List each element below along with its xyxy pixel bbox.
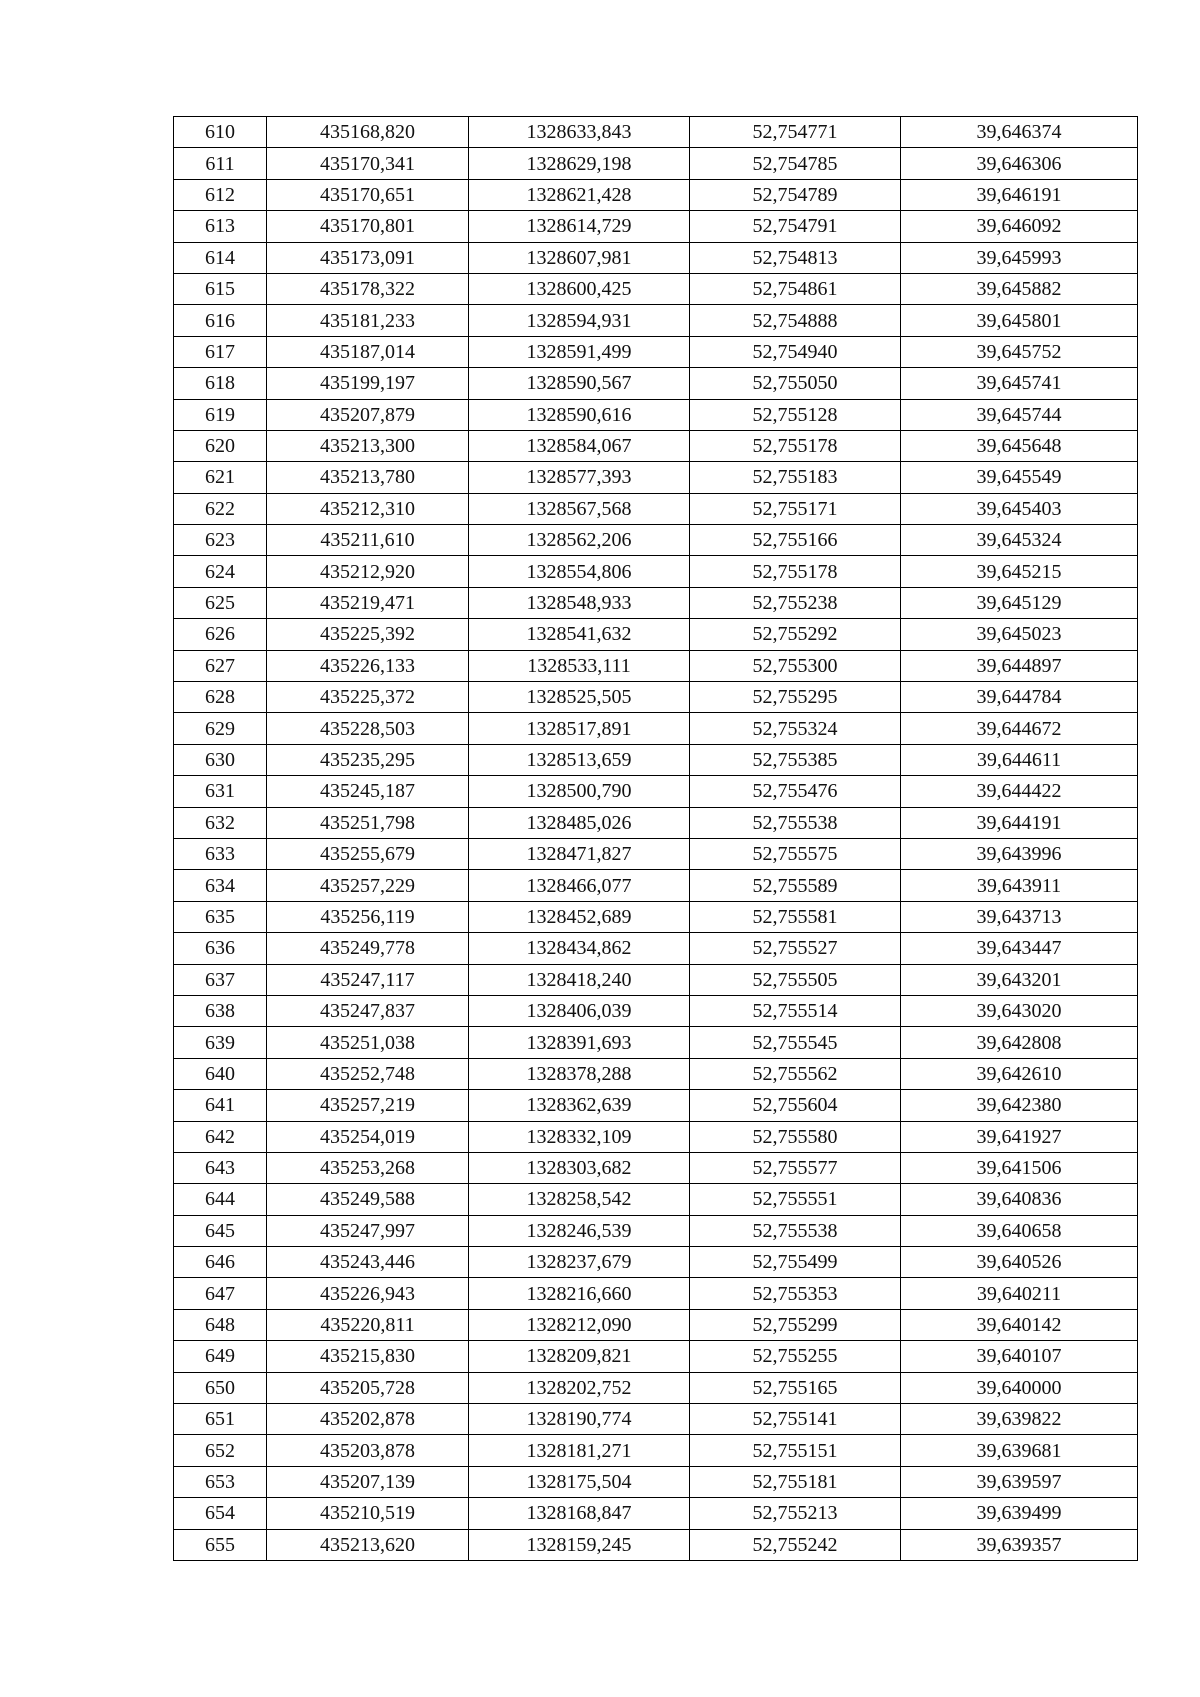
table-row [174,1152,1138,1183]
x-coordinate-cell: 435170,651 [267,179,469,210]
longitude-cell: 39,645403 [901,493,1138,524]
y-coordinate-cell: 1328541,632 [469,619,690,650]
latitude-cell: 52,755545 [690,1027,901,1058]
point-number-cell: 655 [174,1529,267,1560]
x-coordinate-cell: 435247,837 [267,995,469,1026]
x-coordinate-cell: 435225,372 [267,682,469,713]
table-row [174,1121,1138,1152]
table-row [174,901,1138,932]
y-coordinate-cell: 1328513,659 [469,744,690,775]
table-row [174,556,1138,587]
table-row [174,995,1138,1026]
longitude-cell: 39,645129 [901,587,1138,618]
point-number-cell: 639 [174,1027,267,1058]
x-coordinate-cell: 435213,300 [267,430,469,461]
longitude-cell: 39,640211 [901,1278,1138,1309]
latitude-cell: 52,755527 [690,933,901,964]
y-coordinate-cell: 1328533,111 [469,650,690,681]
longitude-cell: 39,640658 [901,1215,1138,1246]
longitude-cell: 39,645741 [901,368,1138,399]
y-coordinate-cell: 1328554,806 [469,556,690,587]
longitude-cell: 39,643201 [901,964,1138,995]
point-number-cell: 621 [174,462,267,493]
table-row [174,1278,1138,1309]
x-coordinate-cell: 435170,801 [267,211,469,242]
x-coordinate-cell: 435181,233 [267,305,469,336]
point-number-cell: 649 [174,1341,267,1372]
y-coordinate-cell: 1328584,067 [469,430,690,461]
latitude-cell: 52,754789 [690,179,901,210]
y-coordinate-cell: 1328246,539 [469,1215,690,1246]
latitude-cell: 52,755255 [690,1341,901,1372]
latitude-cell: 52,754940 [690,336,901,367]
point-number-cell: 646 [174,1247,267,1278]
x-coordinate-cell: 435178,322 [267,273,469,304]
y-coordinate-cell: 1328621,428 [469,179,690,210]
point-number-cell: 618 [174,368,267,399]
x-coordinate-cell: 435213,780 [267,462,469,493]
longitude-cell: 39,643020 [901,995,1138,1026]
latitude-cell: 52,755292 [690,619,901,650]
latitude-cell: 52,754861 [690,273,901,304]
latitude-cell: 52,754888 [690,305,901,336]
table-row [174,1341,1138,1372]
x-coordinate-cell: 435253,268 [267,1152,469,1183]
table-row [174,870,1138,901]
point-number-cell: 630 [174,744,267,775]
y-coordinate-cell: 1328562,206 [469,525,690,556]
point-number-cell: 612 [174,179,267,210]
point-number-cell: 610 [174,117,267,148]
table-row [174,117,1138,148]
table-row [174,525,1138,556]
longitude-cell: 39,644784 [901,682,1138,713]
point-number-cell: 650 [174,1372,267,1403]
latitude-cell: 52,755562 [690,1058,901,1089]
table-row [174,713,1138,744]
longitude-cell: 39,639822 [901,1404,1138,1435]
longitude-cell: 39,646374 [901,117,1138,148]
longitude-cell: 39,642380 [901,1090,1138,1121]
y-coordinate-cell: 1328258,542 [469,1184,690,1215]
latitude-cell: 52,755538 [690,807,901,838]
point-number-cell: 654 [174,1498,267,1529]
y-coordinate-cell: 1328202,752 [469,1372,690,1403]
y-coordinate-cell: 1328567,568 [469,493,690,524]
latitude-cell: 52,755171 [690,493,901,524]
x-coordinate-cell: 435220,811 [267,1309,469,1340]
latitude-cell: 52,755589 [690,870,901,901]
longitude-cell: 39,644611 [901,744,1138,775]
x-coordinate-cell: 435249,778 [267,933,469,964]
y-coordinate-cell: 1328590,616 [469,399,690,430]
table-row [174,619,1138,650]
y-coordinate-cell: 1328362,639 [469,1090,690,1121]
latitude-cell: 52,755299 [690,1309,901,1340]
x-coordinate-cell: 435251,798 [267,807,469,838]
longitude-cell: 39,640000 [901,1372,1138,1403]
point-number-cell: 641 [174,1090,267,1121]
y-coordinate-cell: 1328212,090 [469,1309,690,1340]
longitude-cell: 39,645648 [901,430,1138,461]
latitude-cell: 52,755183 [690,462,901,493]
point-number-cell: 619 [174,399,267,430]
longitude-cell: 39,645324 [901,525,1138,556]
longitude-cell: 39,640107 [901,1341,1138,1372]
x-coordinate-cell: 435203,878 [267,1435,469,1466]
x-coordinate-cell: 435207,139 [267,1466,469,1497]
latitude-cell: 52,755151 [690,1435,901,1466]
y-coordinate-cell: 1328391,693 [469,1027,690,1058]
y-coordinate-cell: 1328434,862 [469,933,690,964]
point-number-cell: 636 [174,933,267,964]
longitude-cell: 39,646191 [901,179,1138,210]
x-coordinate-cell: 435207,879 [267,399,469,430]
longitude-cell: 39,645023 [901,619,1138,650]
longitude-cell: 39,642808 [901,1027,1138,1058]
x-coordinate-cell: 435205,728 [267,1372,469,1403]
x-coordinate-cell: 435251,038 [267,1027,469,1058]
longitude-cell: 39,643713 [901,901,1138,932]
table-row [174,1215,1138,1246]
point-number-cell: 623 [174,525,267,556]
latitude-cell: 52,755141 [690,1404,901,1435]
x-coordinate-cell: 435257,229 [267,870,469,901]
y-coordinate-cell: 1328378,288 [469,1058,690,1089]
table-row [174,430,1138,461]
y-coordinate-cell: 1328332,109 [469,1121,690,1152]
point-number-cell: 632 [174,807,267,838]
x-coordinate-cell: 435211,610 [267,525,469,556]
table-row [174,336,1138,367]
point-number-cell: 652 [174,1435,267,1466]
y-coordinate-cell: 1328181,271 [469,1435,690,1466]
x-coordinate-cell: 435254,019 [267,1121,469,1152]
latitude-cell: 52,755581 [690,901,901,932]
longitude-cell: 39,642610 [901,1058,1138,1089]
x-coordinate-cell: 435243,446 [267,1247,469,1278]
latitude-cell: 52,755505 [690,964,901,995]
y-coordinate-cell: 1328485,026 [469,807,690,838]
y-coordinate-cell: 1328590,567 [469,368,690,399]
point-number-cell: 620 [174,430,267,461]
table-row [174,1027,1138,1058]
latitude-cell: 52,755050 [690,368,901,399]
longitude-cell: 39,644672 [901,713,1138,744]
x-coordinate-cell: 435202,878 [267,1404,469,1435]
point-number-cell: 624 [174,556,267,587]
latitude-cell: 52,755514 [690,995,901,1026]
coordinates-table [173,116,1138,1561]
longitude-cell: 39,641506 [901,1152,1138,1183]
coordinates-table-body [174,117,1138,1561]
table-row [174,1247,1138,1278]
longitude-cell: 39,645752 [901,336,1138,367]
point-number-cell: 645 [174,1215,267,1246]
y-coordinate-cell: 1328471,827 [469,838,690,869]
x-coordinate-cell: 435257,219 [267,1090,469,1121]
longitude-cell: 39,644191 [901,807,1138,838]
x-coordinate-cell: 435256,119 [267,901,469,932]
table-row [174,462,1138,493]
table-row [174,1090,1138,1121]
table-row [174,1498,1138,1529]
latitude-cell: 52,755181 [690,1466,901,1497]
longitude-cell: 39,645744 [901,399,1138,430]
latitude-cell: 52,755577 [690,1152,901,1183]
point-number-cell: 634 [174,870,267,901]
latitude-cell: 52,755238 [690,587,901,618]
latitude-cell: 52,755353 [690,1278,901,1309]
x-coordinate-cell: 435210,519 [267,1498,469,1529]
x-coordinate-cell: 435170,341 [267,148,469,179]
point-number-cell: 625 [174,587,267,618]
y-coordinate-cell: 1328168,847 [469,1498,690,1529]
latitude-cell: 52,755166 [690,525,901,556]
latitude-cell: 52,755604 [690,1090,901,1121]
x-coordinate-cell: 435247,117 [267,964,469,995]
x-coordinate-cell: 435225,392 [267,619,469,650]
latitude-cell: 52,755538 [690,1215,901,1246]
latitude-cell: 52,755476 [690,776,901,807]
latitude-cell: 52,755575 [690,838,901,869]
latitude-cell: 52,755178 [690,430,901,461]
y-coordinate-cell: 1328159,245 [469,1529,690,1560]
longitude-cell: 39,640836 [901,1184,1138,1215]
y-coordinate-cell: 1328500,790 [469,776,690,807]
y-coordinate-cell: 1328303,682 [469,1152,690,1183]
point-number-cell: 633 [174,838,267,869]
y-coordinate-cell: 1328629,198 [469,148,690,179]
x-coordinate-cell: 435168,820 [267,117,469,148]
longitude-cell: 39,639357 [901,1529,1138,1560]
table-row [174,776,1138,807]
latitude-cell: 52,754785 [690,148,901,179]
table-row [174,1372,1138,1403]
latitude-cell: 52,755300 [690,650,901,681]
x-coordinate-cell: 435219,471 [267,587,469,618]
latitude-cell: 52,754813 [690,242,901,273]
table-row [174,399,1138,430]
longitude-cell: 39,645549 [901,462,1138,493]
point-number-cell: 613 [174,211,267,242]
point-number-cell: 627 [174,650,267,681]
point-number-cell: 629 [174,713,267,744]
y-coordinate-cell: 1328237,679 [469,1247,690,1278]
table-row [174,1404,1138,1435]
y-coordinate-cell: 1328406,039 [469,995,690,1026]
y-coordinate-cell: 1328614,729 [469,211,690,242]
y-coordinate-cell: 1328209,821 [469,1341,690,1372]
point-number-cell: 626 [174,619,267,650]
table-row [174,964,1138,995]
latitude-cell: 52,755499 [690,1247,901,1278]
y-coordinate-cell: 1328600,425 [469,273,690,304]
table-row [174,1466,1138,1497]
table-row [174,933,1138,964]
longitude-cell: 39,640526 [901,1247,1138,1278]
y-coordinate-cell: 1328591,499 [469,336,690,367]
y-coordinate-cell: 1328216,660 [469,1278,690,1309]
table-row [174,305,1138,336]
longitude-cell: 39,646092 [901,211,1138,242]
table-row [174,211,1138,242]
table-row [174,273,1138,304]
longitude-cell: 39,641927 [901,1121,1138,1152]
latitude-cell: 52,755385 [690,744,901,775]
y-coordinate-cell: 1328175,504 [469,1466,690,1497]
point-number-cell: 615 [174,273,267,304]
x-coordinate-cell: 435228,503 [267,713,469,744]
x-coordinate-cell: 435247,997 [267,1215,469,1246]
latitude-cell: 52,755551 [690,1184,901,1215]
table-row [174,148,1138,179]
longitude-cell: 39,644897 [901,650,1138,681]
latitude-cell: 52,755165 [690,1372,901,1403]
latitude-cell: 52,755213 [690,1498,901,1529]
point-number-cell: 631 [174,776,267,807]
longitude-cell: 39,645882 [901,273,1138,304]
y-coordinate-cell: 1328190,774 [469,1404,690,1435]
table-row [174,1435,1138,1466]
y-coordinate-cell: 1328633,843 [469,117,690,148]
x-coordinate-cell: 435212,920 [267,556,469,587]
point-number-cell: 617 [174,336,267,367]
table-row [174,807,1138,838]
table-row [174,368,1138,399]
y-coordinate-cell: 1328517,891 [469,713,690,744]
longitude-cell: 39,643447 [901,933,1138,964]
point-number-cell: 644 [174,1184,267,1215]
x-coordinate-cell: 435226,133 [267,650,469,681]
point-number-cell: 611 [174,148,267,179]
longitude-cell: 39,645801 [901,305,1138,336]
y-coordinate-cell: 1328548,933 [469,587,690,618]
longitude-cell: 39,645215 [901,556,1138,587]
point-number-cell: 647 [174,1278,267,1309]
table-row [174,1184,1138,1215]
y-coordinate-cell: 1328466,077 [469,870,690,901]
x-coordinate-cell: 435226,943 [267,1278,469,1309]
latitude-cell: 52,754771 [690,117,901,148]
point-number-cell: 648 [174,1309,267,1340]
point-number-cell: 614 [174,242,267,273]
table-row [174,1529,1138,1560]
latitude-cell: 52,755128 [690,399,901,430]
y-coordinate-cell: 1328594,931 [469,305,690,336]
x-coordinate-cell: 435199,197 [267,368,469,399]
table-row [174,587,1138,618]
y-coordinate-cell: 1328525,505 [469,682,690,713]
x-coordinate-cell: 435212,310 [267,493,469,524]
longitude-cell: 39,639681 [901,1435,1138,1466]
point-number-cell: 616 [174,305,267,336]
longitude-cell: 39,639499 [901,1498,1138,1529]
point-number-cell: 628 [174,682,267,713]
point-number-cell: 643 [174,1152,267,1183]
y-coordinate-cell: 1328452,689 [469,901,690,932]
table-row [174,493,1138,524]
point-number-cell: 622 [174,493,267,524]
y-coordinate-cell: 1328577,393 [469,462,690,493]
point-number-cell: 640 [174,1058,267,1089]
x-coordinate-cell: 435215,830 [267,1341,469,1372]
point-number-cell: 653 [174,1466,267,1497]
point-number-cell: 638 [174,995,267,1026]
table-row [174,1058,1138,1089]
x-coordinate-cell: 435249,588 [267,1184,469,1215]
table-row [174,1309,1138,1340]
latitude-cell: 52,755580 [690,1121,901,1152]
latitude-cell: 52,755324 [690,713,901,744]
longitude-cell: 39,645993 [901,242,1138,273]
point-number-cell: 635 [174,901,267,932]
point-number-cell: 642 [174,1121,267,1152]
x-coordinate-cell: 435235,295 [267,744,469,775]
longitude-cell: 39,640142 [901,1309,1138,1340]
longitude-cell: 39,643996 [901,838,1138,869]
x-coordinate-cell: 435252,748 [267,1058,469,1089]
table-row [174,682,1138,713]
latitude-cell: 52,755242 [690,1529,901,1560]
point-number-cell: 651 [174,1404,267,1435]
x-coordinate-cell: 435187,014 [267,336,469,367]
latitude-cell: 52,754791 [690,211,901,242]
y-coordinate-cell: 1328418,240 [469,964,690,995]
x-coordinate-cell: 435245,187 [267,776,469,807]
longitude-cell: 39,643911 [901,870,1138,901]
point-number-cell: 637 [174,964,267,995]
longitude-cell: 39,644422 [901,776,1138,807]
table-row [174,242,1138,273]
table-row [174,650,1138,681]
longitude-cell: 39,646306 [901,148,1138,179]
table-row [174,838,1138,869]
longitude-cell: 39,639597 [901,1466,1138,1497]
x-coordinate-cell: 435255,679 [267,838,469,869]
latitude-cell: 52,755295 [690,682,901,713]
table-row [174,179,1138,210]
x-coordinate-cell: 435173,091 [267,242,469,273]
latitude-cell: 52,755178 [690,556,901,587]
y-coordinate-cell: 1328607,981 [469,242,690,273]
table-row [174,744,1138,775]
x-coordinate-cell: 435213,620 [267,1529,469,1560]
